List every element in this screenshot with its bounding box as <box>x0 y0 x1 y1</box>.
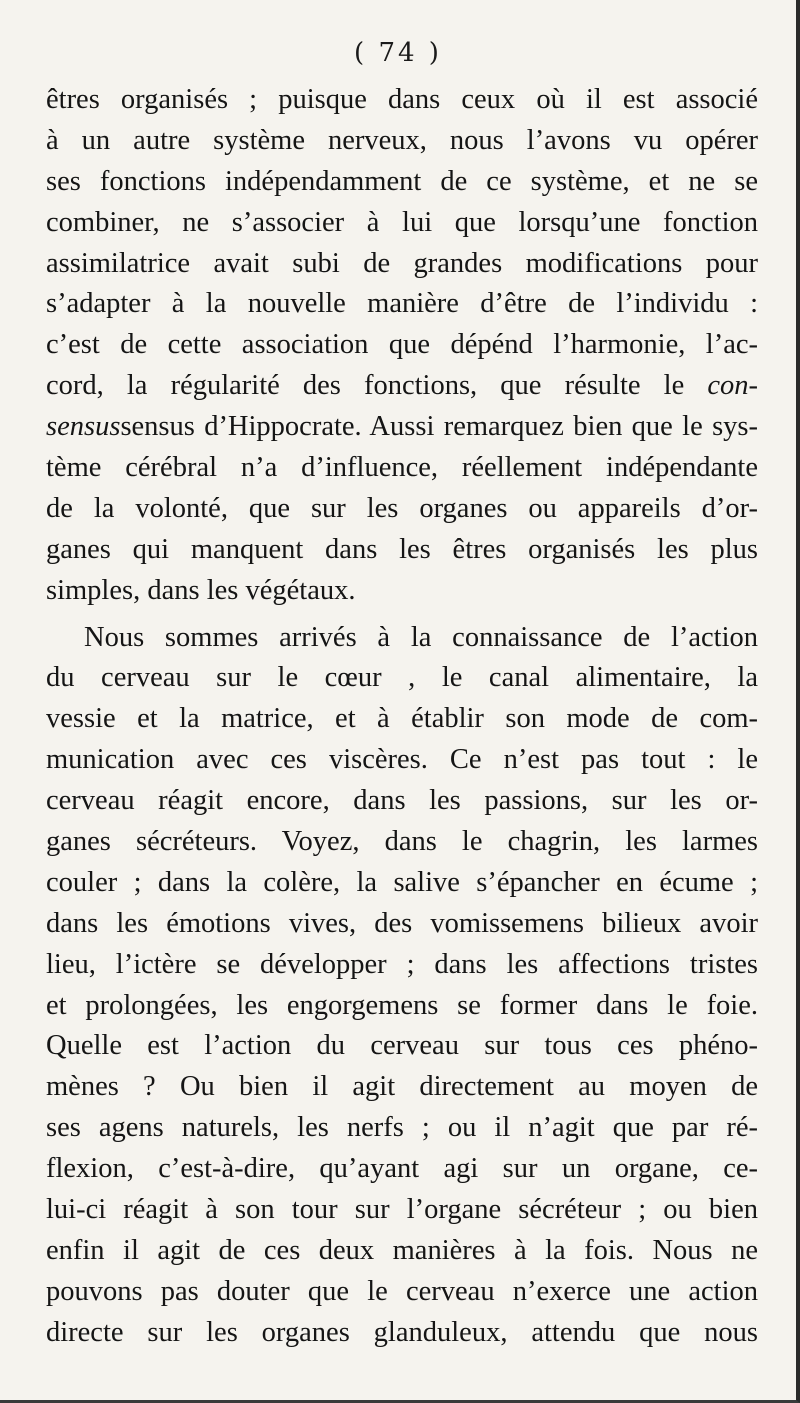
text-line: à un autre système nerveux, nous l’avons vu opérer <box>46 124 758 156</box>
text-line: simples, dans les végétaux. <box>46 574 356 606</box>
text-line: pouvons pas douter que le cerveau n’exerce une action <box>46 1275 758 1307</box>
text-line: Nous sommes arrivés à la connaissance de l’action <box>84 621 758 653</box>
text-line: ganes sécréteurs. Voyez, dans le chagrin, les larmes <box>46 826 758 858</box>
text-line: assimilatrice avait subi de grandes modifications pour <box>46 247 758 279</box>
text-line <box>46 366 758 407</box>
text-line: ses agens naturels, les nerfs ; ou il n’agit que par ré- <box>46 1112 758 1144</box>
text-line: directe sur les organes glanduleux, attendu que nous <box>46 1316 758 1348</box>
body-text <box>46 80 758 1354</box>
text-line: ganes qui manquent dans les êtres organisés les plus <box>46 533 758 565</box>
text-line: lui-ci réagit à son tour sur l’organe sécréteur ; ou bien <box>46 1194 758 1226</box>
italic-word: con- <box>707 370 758 402</box>
text-line: c’est de cette association que dépénd l’harmonie, l’ac- <box>46 329 758 361</box>
text-line <box>46 407 758 448</box>
text-line: et prolongées, les engorgemens se former dans le foie. <box>46 989 758 1021</box>
text-line: êtres organisés ; puisque dans ceux où il est associé <box>46 84 758 115</box>
text-line: vessie et la matrice, et à établir son mode de com- <box>46 703 758 735</box>
text-line: munication avec ces viscères. Ce n’est pas tout : le <box>46 744 758 776</box>
text-line: combiner, ne s’associer à lui que lorsqu’une fonction <box>46 206 758 238</box>
paragraph-1 <box>46 80 758 612</box>
text-line: flexion, c’est-à-dire, qu’ayant agi sur un organe, ce- <box>46 1153 758 1185</box>
text-line: s’adapter à la nouvelle manière d’être de l’individu : <box>46 288 758 320</box>
text-line: de la volonté, que sur les organes ou appareils d’or- <box>46 492 758 524</box>
text-line: tème cérébral n’a d’influence, réellement indépendante <box>46 452 758 484</box>
text-line: lieu, l’ictère se développer ; dans les affections tristes <box>46 948 758 980</box>
text-line: du cerveau sur le cœur , le canal alimentaire, la <box>46 662 758 694</box>
italic-word: sensus <box>46 411 121 443</box>
text-line: Quelle est l’action du cerveau sur tous ces phéno- <box>46 1030 758 1062</box>
paragraph-2 <box>46 618 758 1354</box>
text-line: ses fonctions indépendamment de ce système, et ne se <box>46 165 758 197</box>
text-line: couler ; dans la colère, la salive s’épancher en écume ; <box>46 866 758 898</box>
text-line: cerveau réagit encore, dans les passions, sur les or- <box>46 785 758 817</box>
text-line-part: cord, la régularité des fonctions, que résulte le <box>46 370 708 402</box>
page-number: ( 74 ) <box>354 38 442 68</box>
text-line: dans les émotions vives, des vomissemens bilieux avoir <box>46 907 758 939</box>
text-line: mènes ? Ou bien il agit directement au moyen de <box>46 1071 758 1103</box>
text-line-part: sensus d’Hippocrate. Aussi remarquez bien que le sys- <box>120 411 758 443</box>
text-line: enfin il agit de ces deux manières à la fois. Nous ne <box>46 1234 758 1266</box>
